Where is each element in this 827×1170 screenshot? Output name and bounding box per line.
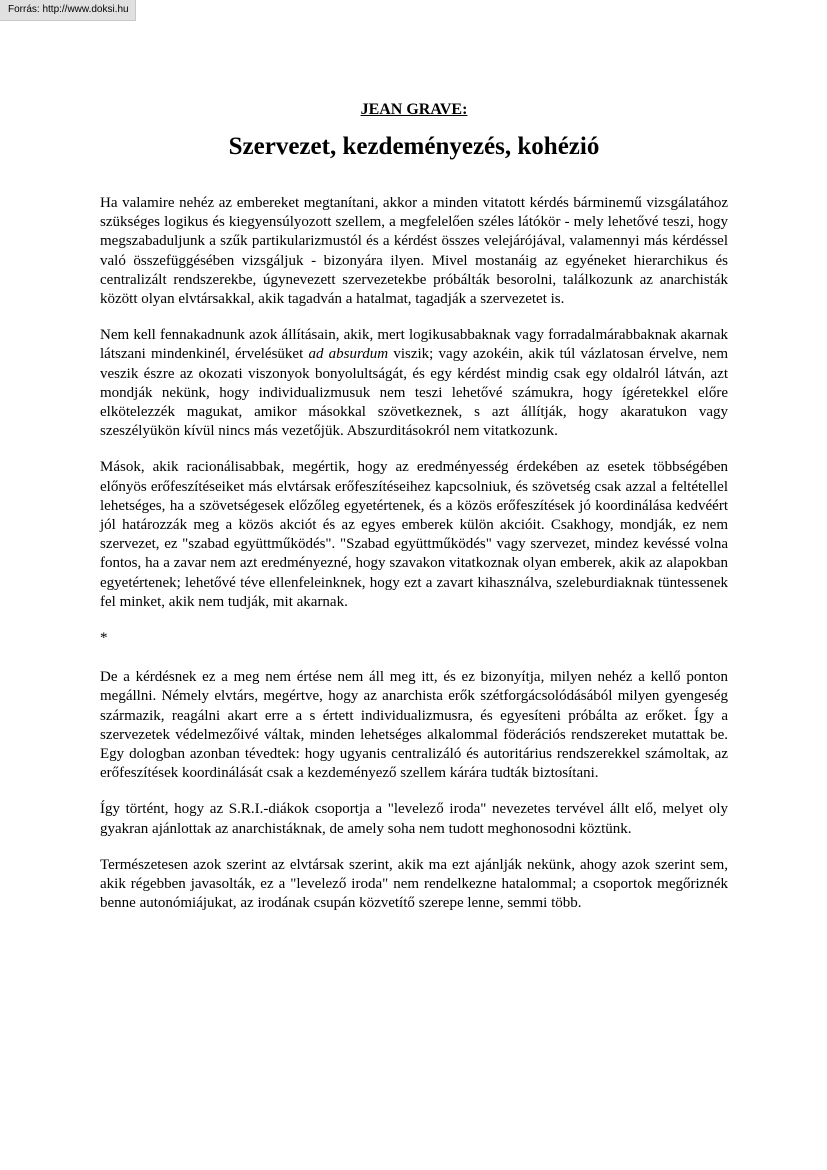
paragraph-6: Természetesen azok szerint az elvtársak szerint, akik ma ezt ajánlják nekünk, ahogy azok szerint sem, akik régebben javasolták, ez a "levelező iroda" nem rendelkezne hatalommal; a csoportok megőriznék benne autonómiájukat, az irodának csupán közvetítő szerepe lenne, semmi több. [100,856,728,912]
paragraph-2 [100,326,728,441]
paragraph-5: Így történt, hogy az S.R.I.-diákok csoportja a "levelező iroda" nevezetes tervével állt elő, melyet oly gyakran ajánlottak az anarchistáknak, de amely soha nem tudott meghonosodni köztünk. [100,801,728,837]
author-heading: JEAN GRAVE: [360,101,468,118]
document-page [100,99,728,931]
paragraph-2-italic-phrase: ad absurdum [308,346,389,363]
section-separator: * [100,630,108,647]
paragraph-3: Mások, akik racionálisabbak, megértik, hogy az eredményesség érdekében az esetek többségében előnyös erőfeszítéseiket más elvtársak erőfeszítéseihez kapcsolniuk, és szövetség csak azzal a feltétellel lehetséges, ha a szövetségesek előzőleg egyetértenek, és a közös erőfeszítések jó koordinálása kedvéért jól határozzák meg a közös akciót és az egyes emberek külön akcióit. Csakhogy, mondják, ez nem szervezet, ez "szabad együttműködés". "Szabad együttműködés" vagy szervezet, mindez kevéssé volna fontos, ha a zavar nem azt eredményezné, hogy szavakon vitatkoznak olyan emberek, akik az alapokban egyetértenek; lehetővé téve ellenfeleinknek, hogy ezt a zavart kihasználva, szeleburdiaknak tüntessenek fel minket, akik nem tudják, mit akarnak. [100,459,728,610]
paragraph-1: Ha valamire nehéz az embereket megtanítani, akkor a minden vitatott kérdés bárminemű vizsgálatához szükséges logikus és kiegyensúlyozott szellem, a megfelelően széles látókör - mely lehetővé teszi, hogy megszabaduljunk a szűk partikularizmustól és a kérdést összes velejárójával, valamennyi más kérdéssel való összefüggésében vizsgáljuk - bizonyára ilyen. Mivel mostanáig az egyéneket hierarchikus és centralizált rendszerekbe, úgynevezett szervezetekbe próbálták besorolni, találkozunk az anarchisták között olyan elvtársakkal, akik tagadván a hatalmat, tagadják a szervezetet is. [100,195,728,308]
source-label: Forrás: http://www.doksi.hu [0,0,136,21]
paragraph-2-text-after: viszik; vagy azokéin, akik túl vázlatosan érvelve, nem veszik észre az okozati viszonyok bonyolultságát, és egy kérdést mindig csak egy oldalról látván, azt mondják nekünk, hogy individualizmusuk nem teszi lehetővé számukra, hogy ígéretekkel előre elkötelezzék magukat, amikor másokkal szövetkeznek, s azt állítják, hogy akaratukon vagy szeszélyükön kívül nincs más vezetőjük. Abszurditásokról nem vitatkozunk. [100,346,728,440]
paragraph-4: De a kérdésnek ez a meg nem értése nem áll meg itt, és ez bizonyítja, milyen nehéz a kellő ponton megállni. Némely elvtárs, megértve, hogy az anarchista erők szétforgácsolódásából milyen gyengeség származik, reagálni akart erre a s értett individualizmusra, és egyesíteni próbálta az erőket. Így a szervezetek védelmezőivé váltak, minden lehetséges alkalommal föderációs rendszereket mutattak be. Egy dologban azonban tévedtek: hogy ugyanis centralizáló és autoritárius rendszerekkel számoltak, az erőfeszítések koordinálását csak a kezdeményező szellem kárára tudták biztosítani. [100,669,728,782]
document-title: Szervezet, kezdeményezés, kohézió [228,133,600,160]
paragraph-2-text-before: Nem kell fennakadnunk azok állításain, akik, mert logikusabbaknak vagy forradalmárabbaknak akarnak látszani mindenkinél, érvelésüket [100,327,728,363]
